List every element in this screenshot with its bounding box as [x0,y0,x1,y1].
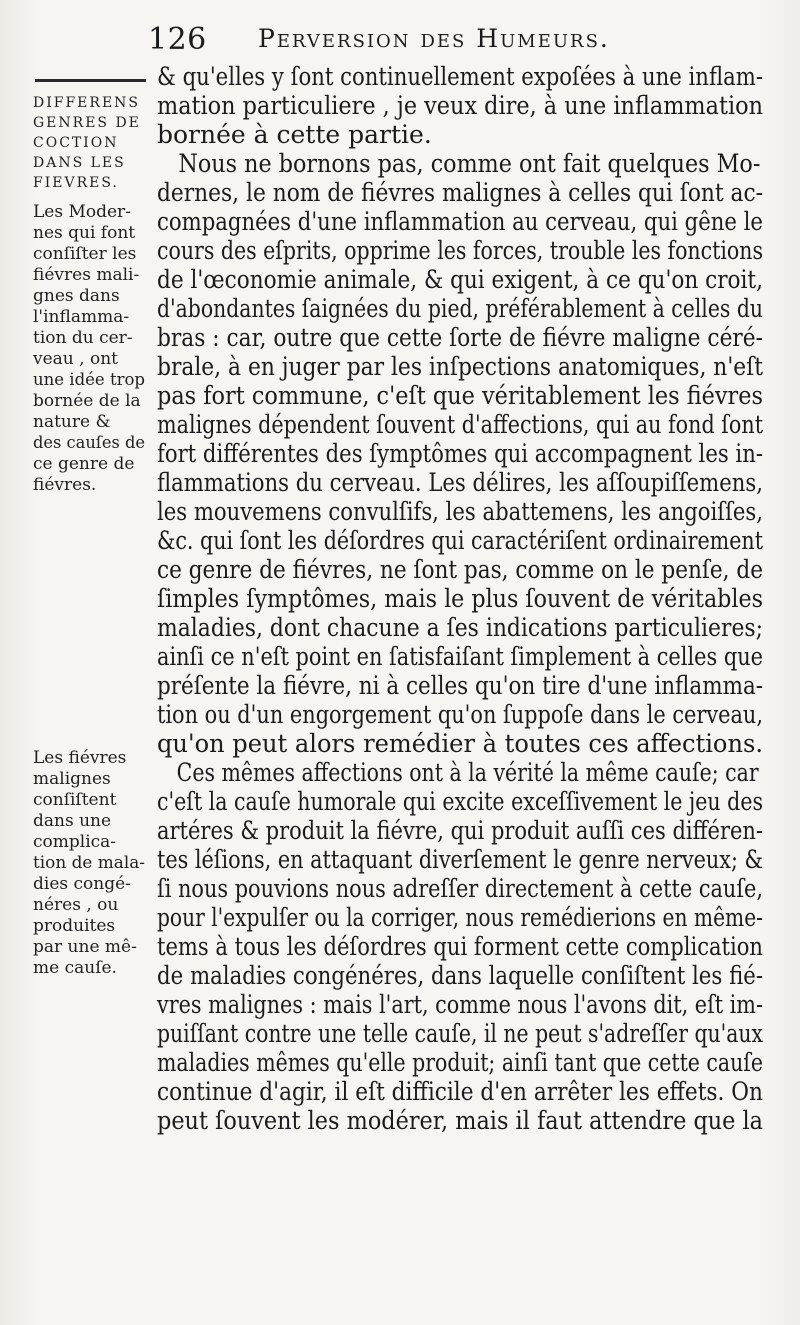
margin-note-line: Les Moder- [33,202,131,222]
margin-heading-line: GENRES DE [33,115,141,131]
margin-note-line: fiévres. [33,475,97,495]
body-text-line: puiſſant contre une telle cauſe, il ne peut s'adreſſer qu'aux [157,1019,763,1048]
margin-note-line: dans une [33,811,112,831]
body-text-line: bras : car, outre que cette ſorte de fiévre maligne céré- [157,323,763,352]
margin-note-line: veau , ont [33,349,118,369]
body-text-line: de maladies congénéres, dans laquelle conſiſtent les fié- [157,961,764,990]
margin-note-line: néres , ou [33,895,119,915]
body-text-line: ce genre de fiévres, ne ſont pas, comme on le penſe, de [157,555,763,584]
body-text-line: malignes dépendent ſouvent d'affections, qui au fond ſont [157,410,764,439]
body-text-line: qu'on peut alors remédier à toutes ces affections. [157,729,764,758]
body-text-line: Ces mêmes affections ont à la vérité la même cauſe; car [176,758,759,787]
body-text-line: & qu'elles y ſont continuellement expoſées à une inflam- [157,62,763,91]
body-text-line: pas fort commune, c'eſt que véritablement les fiévres [157,381,763,410]
body-text-line: tems à tous les déſordres qui forment cette complication [157,932,763,961]
margin-note-line: me cauſe. [33,958,117,978]
margin-note-line: fiévres mali- [33,265,140,285]
body-text-line: compagnées d'une inflammation au cerveau, qui gêne le [157,207,763,236]
body-text-line: préſente la fiévre, ni à celles qu'on tire d'une inflamma- [157,671,764,700]
body-text-line: artéres & produit la fiévre, qui produit auſſi ces différen- [157,816,764,845]
margin-note-line: par une mê- [33,937,137,957]
body-text-line: Nous ne bornons pas, comme ont fait quelques Mo- [178,149,761,178]
body-text-line: les mouvemens convulſifs, les abattemens, les angoiſſes, [157,497,763,526]
margin-note-line: dies congé- [33,874,131,894]
body-text-line: mation particuliere , je veux dire, à une inflammation [157,91,763,120]
margin-note-line: conſiſtent [33,790,117,810]
margin-note-line: tion du cer- [33,328,133,348]
margin-heading-line: DANS LES [33,155,126,171]
page-header [0,18,800,64]
margin-note-malignant-fevers [33,748,148,979]
body-text-line: tion ou d'un engorgement qu'on ſuppoſe dans le cerveau, [157,700,764,729]
margin-note-line: gnes dans [33,286,120,306]
margin-heading-line: FIEVRES. [33,175,119,191]
margin-heading-line: DIFFERENS [33,95,141,111]
body-text-line: pour l'expulſer ou la corriger, nous remédierions en même- [157,903,763,932]
body-text-line: &c. qui ſont les déſordres qui caractériſent ordinairement [157,526,763,555]
body-text-line: bornée à cette partie. [157,120,432,149]
margin-note-line: produites [33,916,116,936]
body-text-line: vres malignes : mais l'art, comme nous l'avons dit, eſt im- [157,990,763,1019]
margin-heading-line: COCTION [33,135,119,151]
margin-note-line: conſiſter les [33,244,137,264]
body-text-line: ſi nous pouvions nous adreſſer directement à cette cauſe, [157,874,764,903]
margin-note-line: l'inflamma- [33,307,130,327]
margin-heading [33,93,148,193]
margin-note-line: des cauſes de [33,433,146,453]
running-title: Perversion des Humeurs. [258,24,610,53]
body-text-line: dernes, le nom de fiévres malignes à celles qui ſont ac- [157,178,764,207]
margin-note-line: une idée trop [33,370,145,390]
body-text-line: flammations du cerveau. Les délires, les aſſoupiſſemens, [157,468,764,497]
page-number: 126 [148,22,207,57]
margin-note-line: nature & [33,412,111,432]
margin-note-line: ce genre de [33,454,135,474]
body-text-line: tes léſions, en attaquant diverſement le genre nerveux; & [157,845,764,874]
body-text-line: fort différentes des ſymptômes qui accompagnent les in- [157,439,763,468]
margin-note-line: bornée de la [33,391,141,411]
margin-note-line: nes qui font [33,223,136,243]
body-text-line: maladies, dont chacune a ſes indications particulieres; [157,613,764,642]
body-text-line: de l'œconomie animale, & qui exigent, à ce qu'on croit, [157,265,763,294]
body-text-line: maladies mêmes qu'elle produit; ainſi tant que cette cauſe [157,1048,764,1077]
margin-note-line: Les fiévres [33,748,127,768]
margin-note-line: tion de mala- [33,853,146,873]
margin-note-line: malignes [33,769,111,789]
body-text-line: cours des eſprits, opprime les forces, trouble les fonctions [157,236,763,265]
body-text-line: ainſi ce n'eſt point en ſatisfaiſant ſimplement à celles que [157,642,764,671]
margin-rule [35,79,146,82]
body-text [157,62,765,1135]
body-text-line: peut ſouvent les modérer, mais il faut attendre que la [157,1106,764,1135]
body-text-line: ſimples ſymptômes, mais le plus ſouvent de véritables [157,584,764,613]
body-text-line: continue d'agir, il eſt difficile d'en arrêter les effets. On [157,1077,763,1106]
body-text-line: c'eſt la cauſe humorale qui excite exceſſivement le jeu des [157,787,764,816]
margin-note-moderns [33,202,148,496]
body-text-line: brale, à en juger par les inſpections anatomiques, n'eſt [157,352,764,381]
margin-note-line: complica- [33,832,117,852]
body-text-line: d'abondantes ſaignées du pied, préférablement à celles du [157,294,764,323]
